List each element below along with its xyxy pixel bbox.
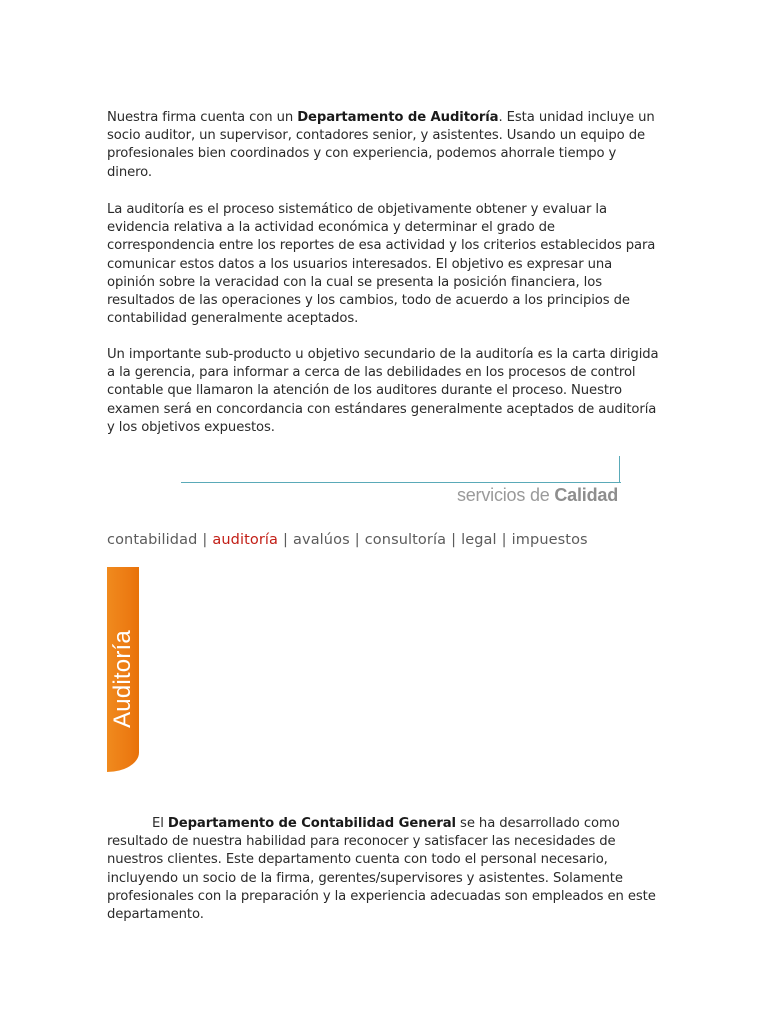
section-tab-label: Auditoría [109, 630, 136, 728]
nav-link-auditoria[interactable]: auditoría [212, 532, 279, 548]
nav-link-avaluos[interactable]: avalúos [293, 532, 350, 548]
tagline-servicios-de-calidad [413, 485, 618, 506]
tagline-bold-text: Calidad [554, 485, 618, 505]
nav-separator: | [202, 532, 208, 548]
accounting-department-highlight: Departamento de Contabilidad General [167, 816, 456, 831]
audit-department-highlight: Departamento de Auditoría [297, 110, 499, 125]
nav-separator: | [354, 532, 360, 548]
intro-paragraph [107, 109, 662, 182]
accounting-department-paragraph [107, 815, 662, 924]
nav-separator: | [501, 532, 507, 548]
nav-link-contabilidad[interactable]: contabilidad [107, 532, 198, 548]
intro-text-start: Nuestra firma cuenta con un [107, 110, 298, 125]
nav-link-legal[interactable]: legal [461, 532, 497, 548]
accounting-text-start: El [152, 816, 168, 831]
nav-link-impuestos[interactable]: impuestos [511, 532, 588, 548]
services-nav [107, 532, 588, 548]
nav-link-consultoria[interactable]: consultoría [364, 532, 447, 548]
nav-separator: | [283, 532, 289, 548]
tagline-light-text: servicios de [456, 485, 555, 505]
header-vertical-line [619, 456, 620, 483]
management-letter-paragraph: Un importante sub-producto u objetivo secundario de la auditoría es la carta dirigida a la gerencia, para informar a cerca de las debilidades en los procesos de control contable que llamaron la atención de los auditores durante el proceso. Nuestro examen será en concordancia con estándares generalmente aceptados de auditoría y los objetivos expuestos. [107, 347, 659, 435]
nav-separator: | [451, 532, 457, 548]
section-tab-auditoria [107, 567, 139, 772]
audit-definition-paragraph: La auditoría es el proceso sistemático de objetivamente obtener y evaluar la evidencia relativa a la actividad económica y determinar el grado de correspondencia entre los reportes de esa actividad y los criterios establecidos para comunicar estos datos a los usuarios interesados. El objetivo es expresar una opinión sobre la veracidad con la cual se presenta la posición financiera, los resultados de las operaciones y los cambios, todo de acuerdo a los principios de contabilidad generalmente aceptados. [107, 202, 656, 327]
header-horizontal-line [181, 482, 621, 483]
intro-text-end: . Esta unidad incluye un socio auditor, un supervisor, contadores senior, y asistentes. Usando un equipo de profesionales bien coordinados y con experiencia, podemos ahorrale tiempo y dinero. [107, 110, 655, 180]
accounting-text-end: se ha desarrollado como resultado de nuestra habilidad para reconocer y satisfacer las necesidades de nuestros clientes. Este departamento cuenta con todo el personal necesario, incluyendo un socio de la firma, gerentes/supervisores y asistentes. Solamente profesionales con la preparación y la experiencia adecuadas son empleados en este departamento. [107, 816, 656, 923]
